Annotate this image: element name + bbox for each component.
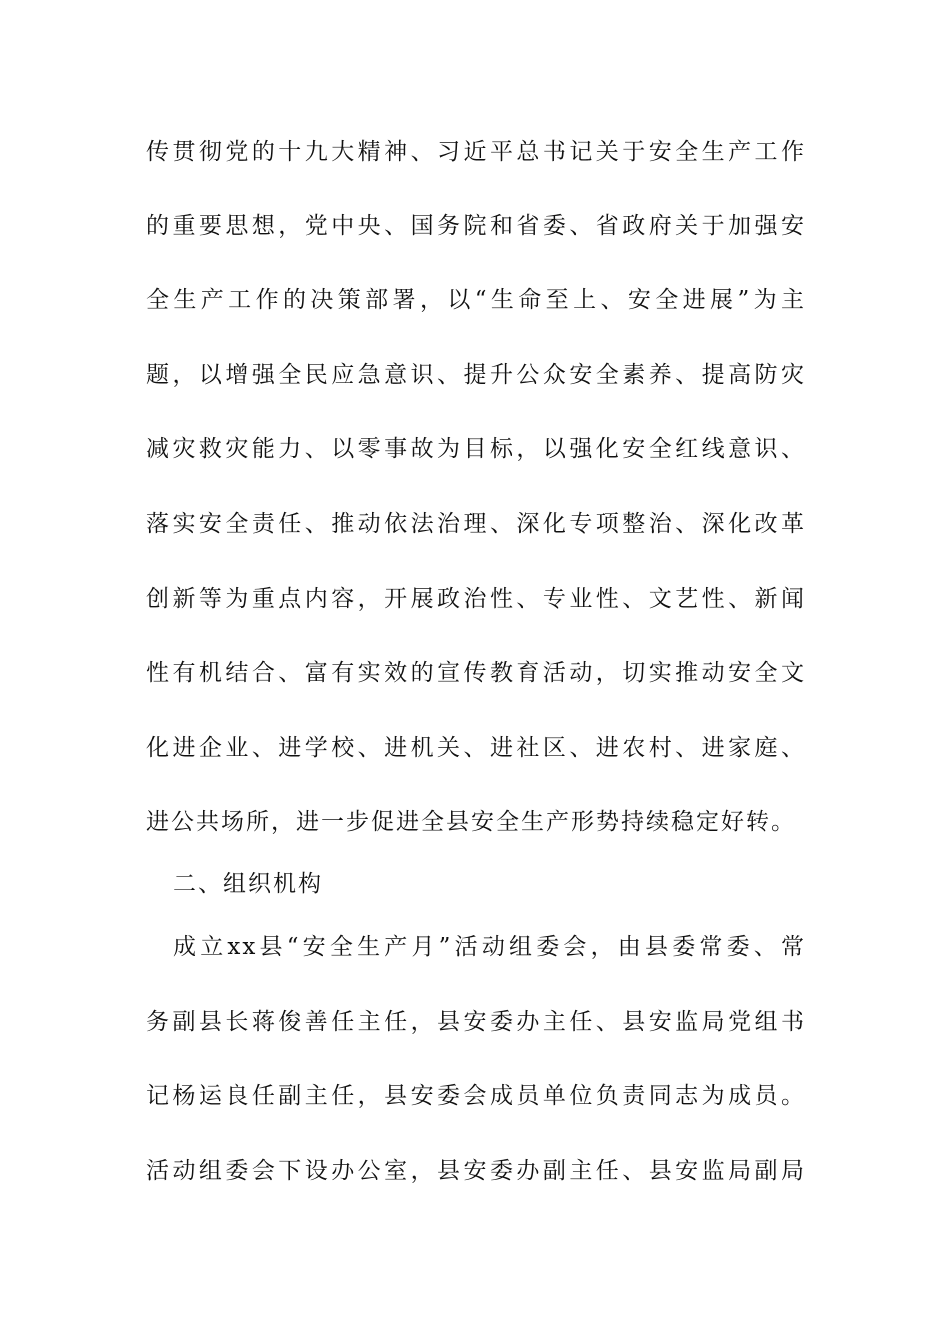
- paragraph-line: 落实安全责任、推动依法治理、深化专项整治、深化改革: [146, 511, 806, 537]
- paragraph-line: 记杨运良任副主任，县安委会成员单位负责同志为成员。: [146, 1083, 806, 1109]
- paragraph-line: 全生产工作的决策部署，以“生命至上、安全进展”为主: [146, 287, 806, 313]
- paragraph-line: 题，以增强全民应急意识、提升公众安全素养、提高防灾: [146, 362, 806, 388]
- paragraph-line: 务副县长蒋俊善任主任，县安委办主任、县安监局党组书: [146, 1009, 806, 1035]
- paragraph-line: 创新等为重点内容，开展政治性、专业性、文艺性、新闻: [146, 586, 806, 612]
- paragraph-line: 减灾救灾能力、以零事故为目标，以强化安全红线意识、: [146, 436, 806, 462]
- paragraph-line: 性有机结合、富有实效的宣传教育活动，切实推动安全文: [146, 660, 806, 686]
- paragraph-line: 传贯彻党的十九大精神、习近平总书记关于安全生产工作: [146, 139, 806, 165]
- paragraph-line: 化进企业、进学校、进机关、进社区、进农村、进家庭、: [146, 735, 806, 761]
- paragraph-line: 活动组委会下设办公室，县安委办副主任、县安监局副局: [146, 1158, 806, 1184]
- paragraph-line: 进公共场所，进一步促进全县安全生产形势持续稳定好转。: [146, 809, 796, 835]
- section-heading: 二、组织机构: [173, 871, 323, 897]
- paragraph-line: 的重要思想，党中央、国务院和省委、省政府关于加强安: [146, 213, 806, 239]
- paragraph-line: 成立xx县“安全生产月”活动组委会，由县委常委、常: [173, 934, 806, 960]
